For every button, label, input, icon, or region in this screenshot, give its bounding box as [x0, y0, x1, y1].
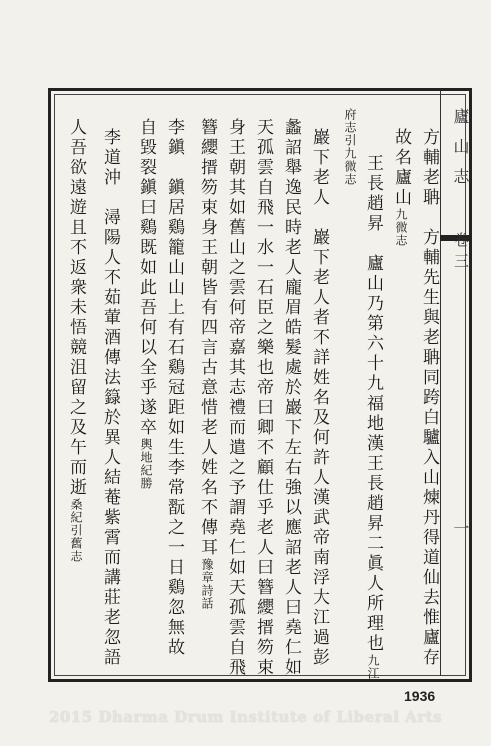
text-column-1: 方輔老聃 方輔先生與老聃同跨白驢入山煉丹得道仙去惟廬存 [419, 128, 439, 668]
source-note: 豫章詩話 [200, 558, 214, 610]
text-column-13 [65, 118, 87, 563]
text-column-3 [362, 154, 384, 680]
book-title: 廬山志 [451, 108, 470, 198]
text-column-7: 天孤雲自飛一水一石臣之樂也帝曰卿不顧仕乎老人曰簪纓搢笏束 [253, 118, 273, 678]
text-column-12: 李道沖 潯陽人不茹葷酒傳法籙於異人結菴紫霄而講莊老忽語 [100, 128, 120, 668]
text-column-10: 李鎭 鎭居鷄籠山山上有石鷄冠距如生李常翫之一日鷄忽無故 [164, 118, 184, 658]
folio-number: 一 [451, 520, 470, 536]
column-main-text: 簪纓搢笏束身王朝皆有四言古意惜老人姓名不傳耳 [197, 118, 217, 558]
source-note: 九微志 [394, 208, 408, 247]
text-column-4 [339, 108, 361, 186]
column-main-text: 人吾欲遠遊且不返衆未悟競沮留之及午而逝 [66, 118, 86, 498]
source-note: 府志引九微志 [343, 108, 357, 186]
column-main-text: 自毀裂鎭曰鷄既如此吾何以全乎遂卒 [136, 118, 156, 438]
volume-label: 卷三 [452, 232, 470, 274]
source-note: 九江 [366, 654, 380, 680]
column-main-text: 王長趙昇 廬山乃第六十九福地漢王長趙昇二眞人所理也 [363, 154, 383, 654]
text-column-6: 蠡詔舉逸民時老人龐眉皓髮處於巖下左右強以應詔老人曰堯仁如 [281, 118, 301, 678]
source-note: 輿地紀勝 [139, 438, 153, 490]
source-note: 桑紀引舊志 [69, 498, 83, 563]
text-column-11 [135, 118, 157, 490]
text-column-2 [390, 128, 412, 247]
text-column-8: 身王朝其如舊山之雲何帝嘉其志禮而遣之予謂堯仁如天孤雲自飛 [225, 118, 245, 678]
page-number: 1936 [404, 688, 436, 704]
text-column-9 [196, 118, 218, 610]
watermark: 2015 Dharma Drum Institute of Liberal Arts [48, 708, 443, 726]
column-main-text: 故名廬山 [391, 128, 411, 208]
text-column-5: 巖下老人 巖下老人者不詳姓名及何許人漢武帝南浮大江過彭 [309, 128, 329, 668]
